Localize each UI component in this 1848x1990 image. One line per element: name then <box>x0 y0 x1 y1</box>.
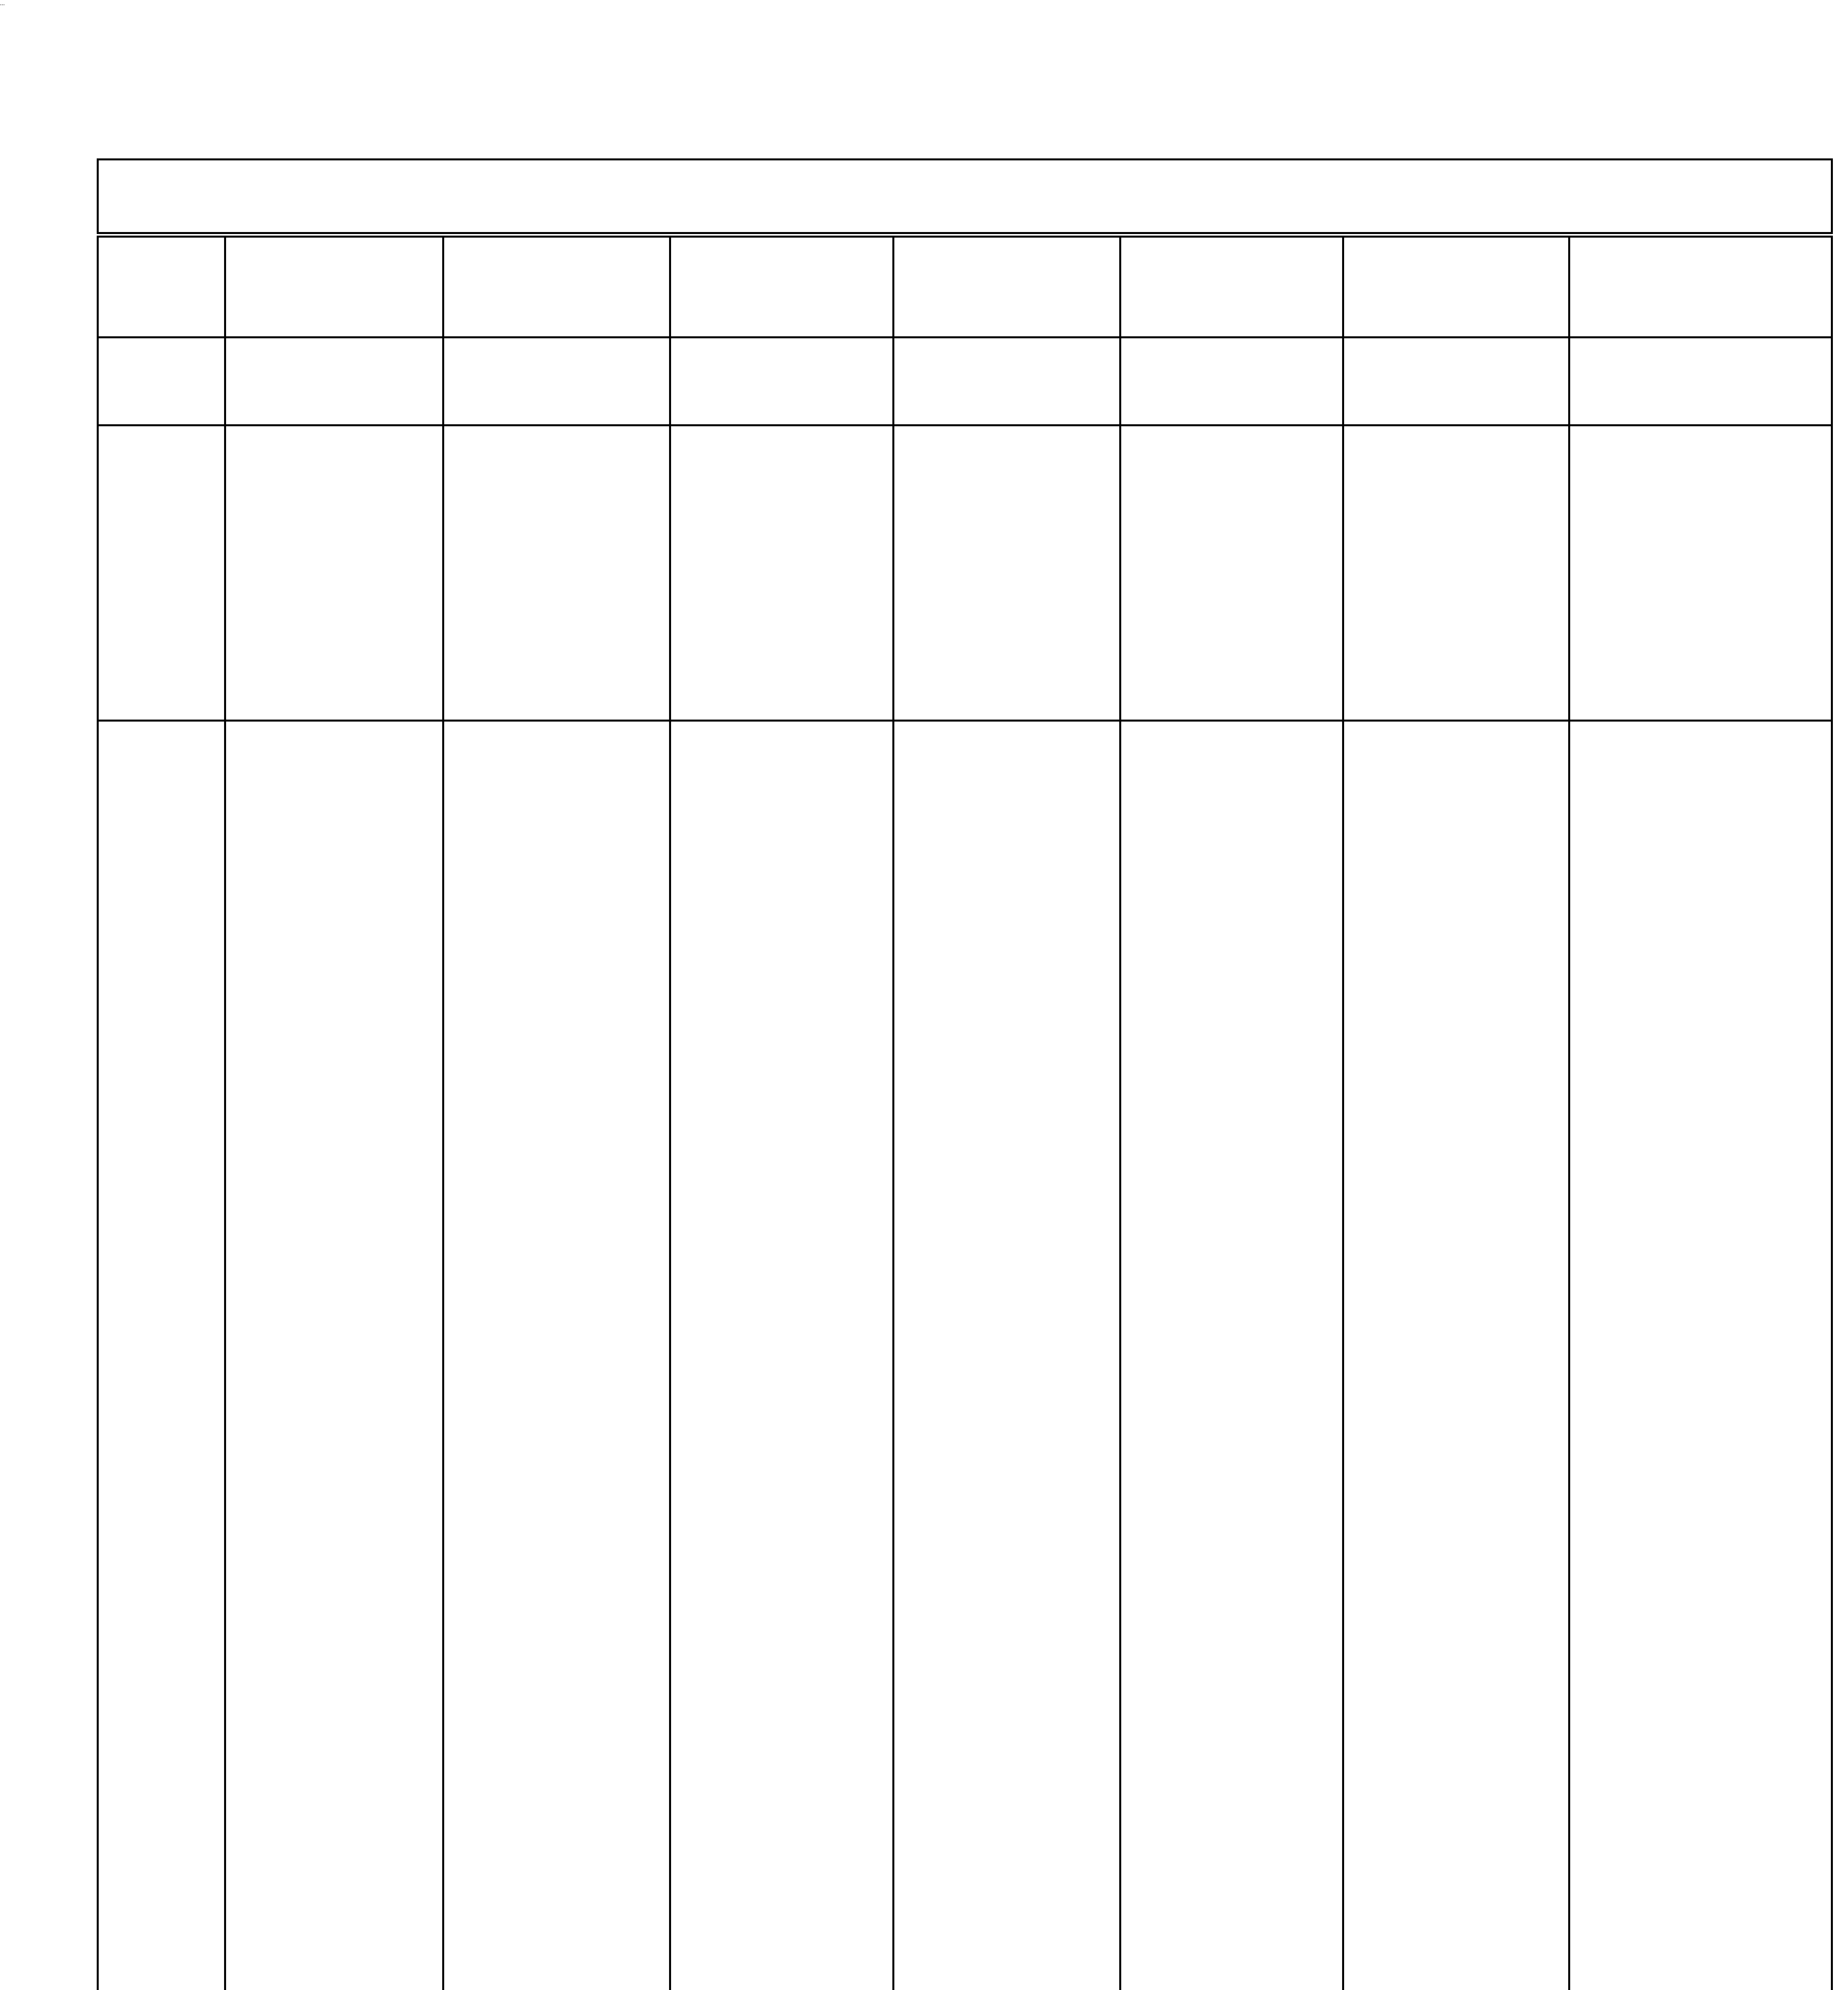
data-table <box>97 236 1833 1990</box>
info-box <box>97 158 1833 234</box>
col-sep <box>892 236 894 1990</box>
rule-header <box>97 336 1833 338</box>
col-sep <box>442 236 444 1990</box>
col-sep <box>224 236 226 1990</box>
rule-colhead <box>97 424 1833 426</box>
rule-main <box>97 720 1833 722</box>
col-sep <box>1119 236 1121 1990</box>
report-page: ... <box>0 0 1848 1990</box>
col-sep <box>1568 236 1570 1990</box>
col-sep <box>1342 236 1344 1990</box>
col-sep <box>669 236 671 1990</box>
